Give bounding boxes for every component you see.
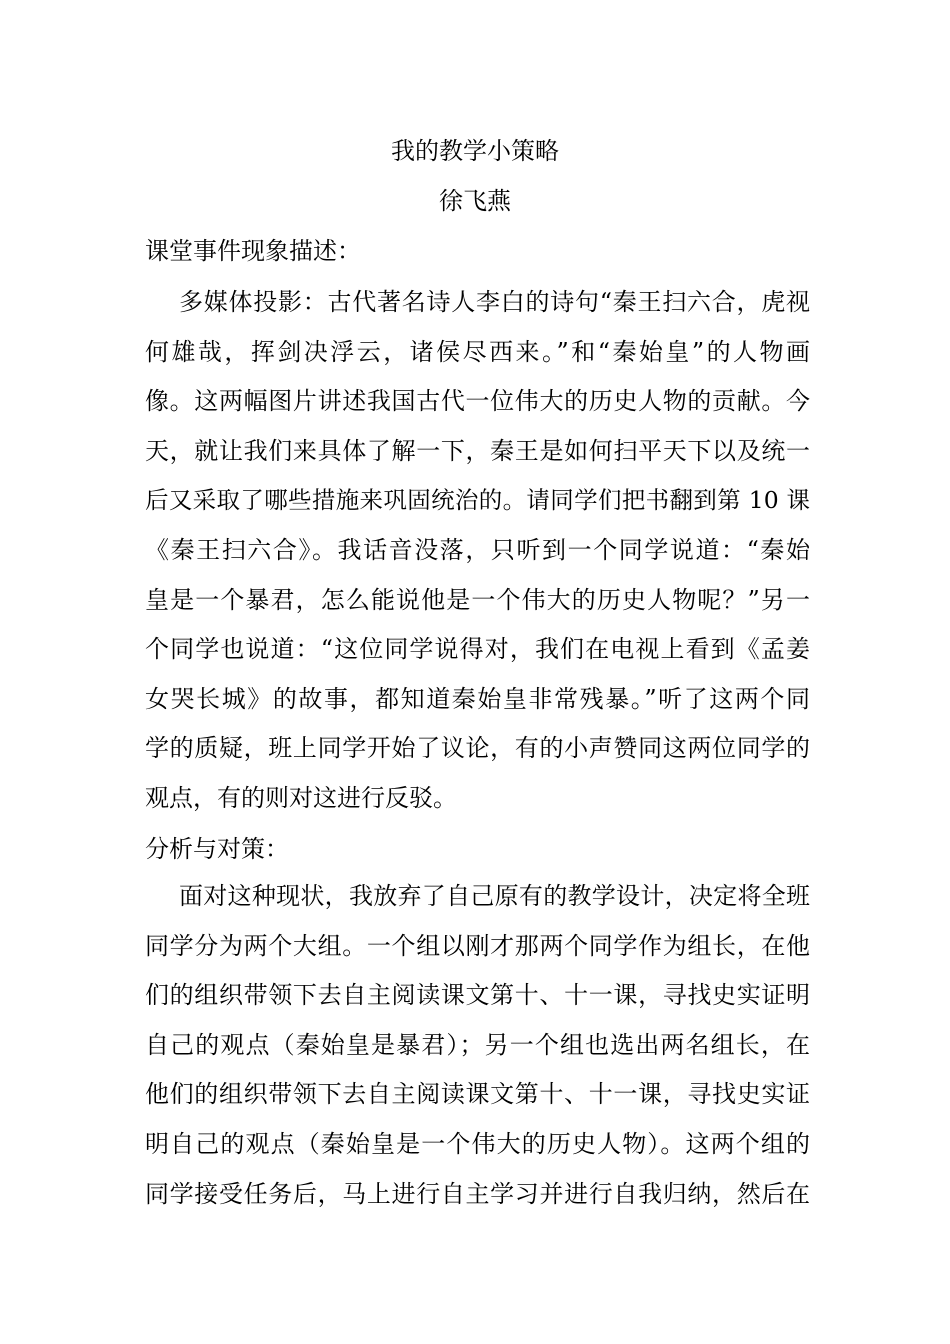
paragraph-line: 皇是一个暴君，怎么能说他是一个伟大的历史人物呢？”另一 [145, 585, 810, 614]
paragraph-line: 多媒体投影：古代著名诗人李白的诗句“秦王扫六合，虎视 [179, 288, 810, 316]
author-name: 徐飞燕 [439, 187, 511, 215]
paragraph-line: 他们的组织带领下去自主阅读课文第十、十一课，寻找史实证 [145, 1080, 810, 1109]
paragraph-line: 同学分为两个大组。一个组以刚才那两个同学作为组长，在他 [145, 931, 810, 960]
paragraph-line: 像。这两幅图片讲述我国古代一位伟大的历史人物的贡献。今 [145, 387, 810, 416]
paragraph-line: 面对这种现状，我放弃了自己原有的教学设计，决定将全班 [179, 882, 810, 910]
paragraph-line: 学的质疑，班上同学开始了议论，有的小声赞同这两位同学的 [145, 734, 810, 763]
page-title: 我的教学小策略 [391, 137, 559, 165]
paragraph-description [145, 278, 810, 824]
paragraph-line: 《秦王扫六合》。我话音没落，只听到一个同学说道：“秦始 [145, 535, 810, 564]
paragraph-line: 何雄哉，挥剑决浮云，诸侯尽西来。”和“秦始皇”的人物画 [145, 337, 810, 366]
paragraph-line: 自己的观点（秦始皇是暴君）；另一个组也选出两名组长，在 [145, 1030, 810, 1059]
paragraph-line: 后又采取了哪些措施来巩固统治的。请同学们把书翻到第 10 课 [145, 486, 810, 515]
paragraph-line: 明自己的观点（秦始皇是一个伟大的历史人物）。这两个组的 [145, 1129, 810, 1158]
paragraph-line: 个同学也说道：“这位同学说得对，我们在电视上看到《孟姜 [145, 635, 810, 664]
paragraph-line: 天，就让我们来具体了解一下，秦王是如何扫平天下以及统一 [145, 436, 810, 465]
paragraph-line: 们的组织带领下去自主阅读课文第十、十一课，寻找史实证明 [145, 981, 810, 1010]
paragraph-analysis [145, 872, 810, 1219]
paragraph-line: 观点，有的则对这进行反驳。 [145, 783, 457, 812]
paragraph-line: 同学接受任务后，马上进行自主学习并进行自我归纳，然后在 [145, 1179, 810, 1208]
section-heading-description: 课堂事件现象描述： [145, 237, 361, 265]
paragraph-line: 女哭长城》的故事，都知道秦始皇非常残暴。”听了这两个同 [145, 684, 810, 713]
section-heading-analysis: 分析与对策： [145, 835, 289, 863]
